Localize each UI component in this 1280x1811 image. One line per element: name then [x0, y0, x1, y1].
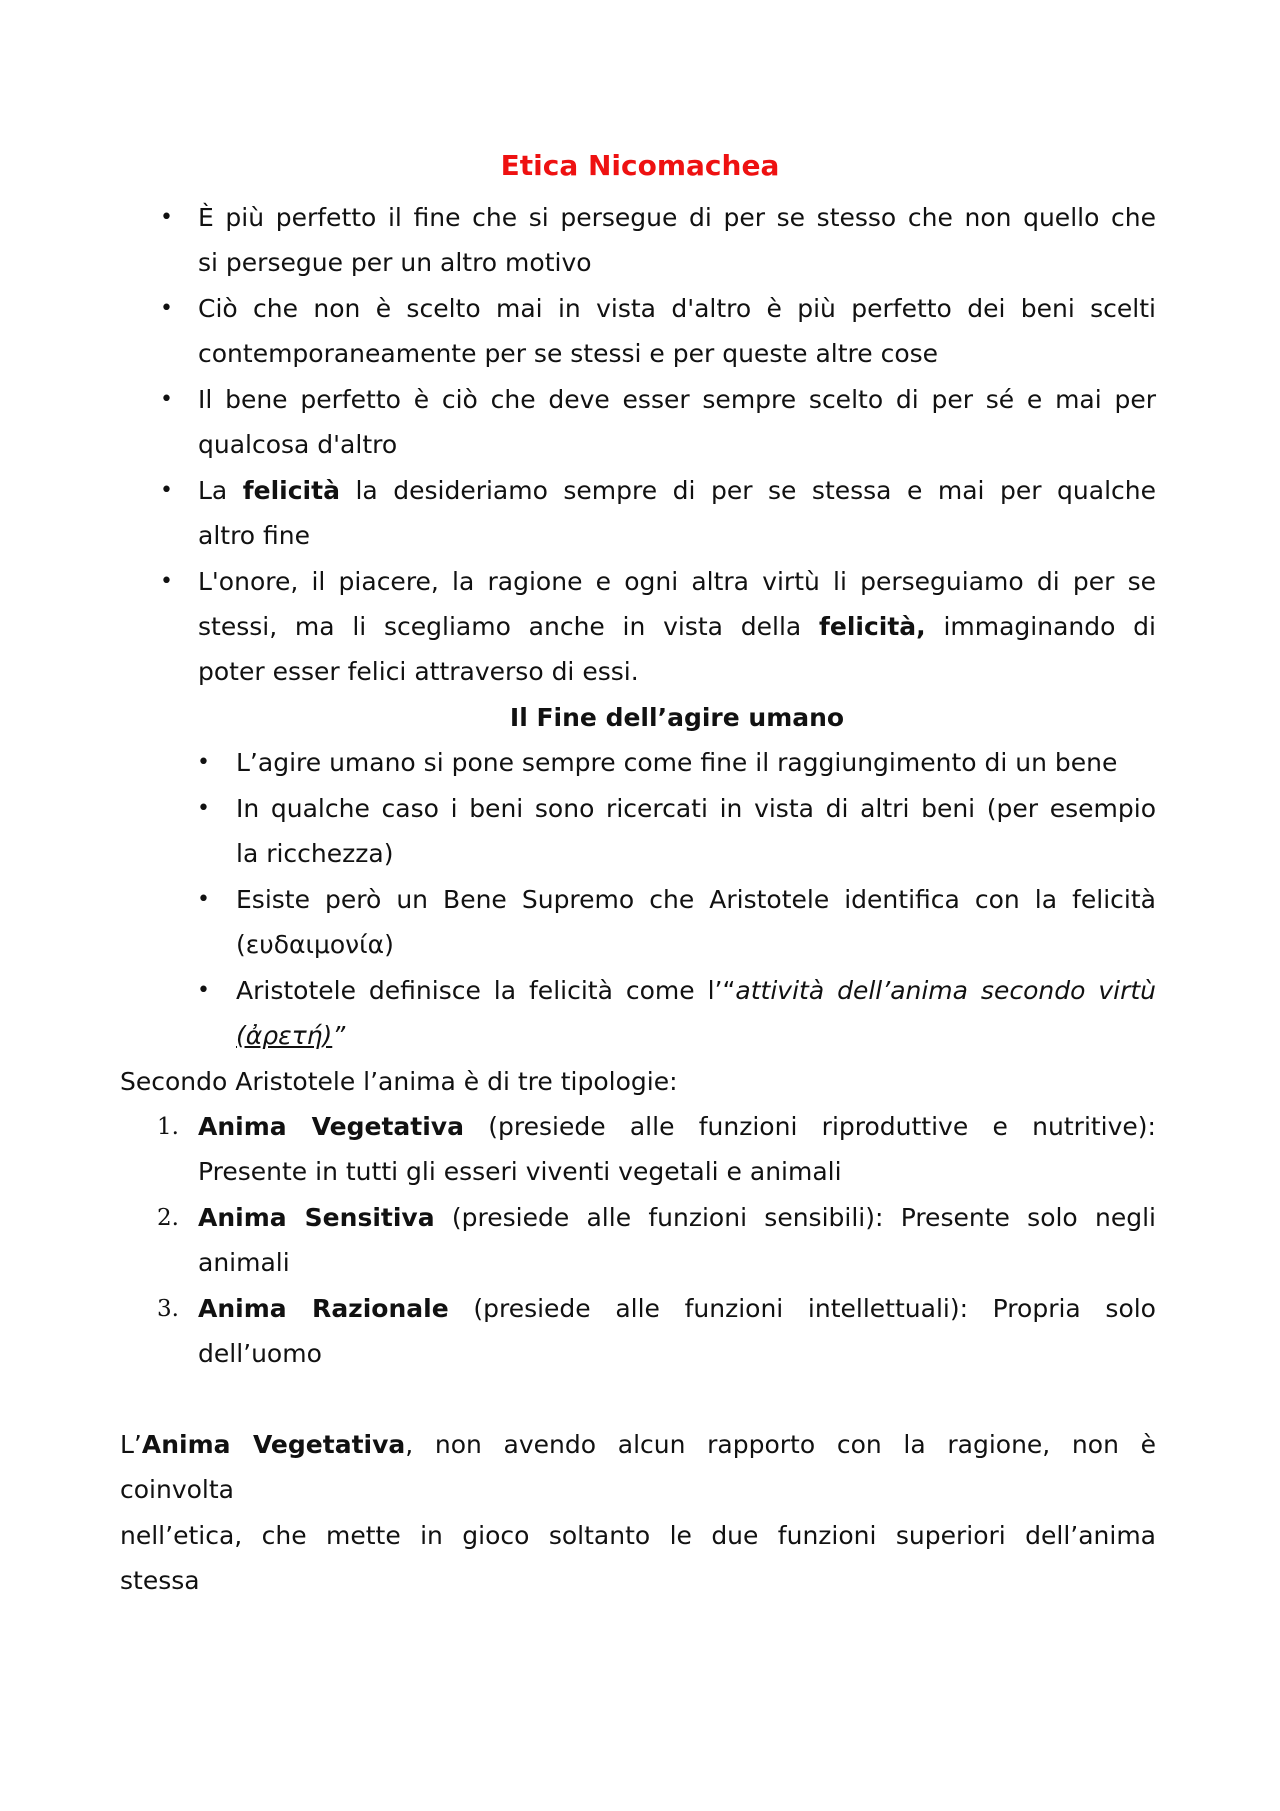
list-number: 1.: [157, 1114, 179, 1140]
list-item-line: stessi, ma li scegliamo anche in vista della felicità, immaginando di: [198, 612, 1156, 641]
bold-term: Anima Sensitiva: [198, 1203, 435, 1232]
list-item-line: Anima Razionale (presiede alle funzioni intellettuali): Propria solo: [198, 1294, 1156, 1323]
list-item-line: La felicità la desideriamo sempre di per se stessa e mai per qualche: [198, 476, 1156, 505]
bullet-icon: •: [197, 796, 210, 821]
list-item-line: Presente in tutti gli esseri viventi vegetali e animali: [198, 1157, 842, 1186]
list-item-line: (ἀρετή)”: [236, 1021, 346, 1050]
bullet-icon: •: [197, 978, 210, 1003]
bold-term: Anima Vegetativa: [141, 1430, 406, 1459]
paragraph-line: nell’etica, che mette in gioco soltanto le due funzioni superiori dell’anima: [120, 1521, 1156, 1550]
italic-quote: attività dell’anima secondo virtù: [735, 976, 1156, 1005]
bold-term: Anima Razionale: [198, 1294, 449, 1323]
bullet-icon: •: [160, 205, 173, 230]
section-subtitle: Il Fine dell’agire umano: [509, 703, 845, 732]
list-item-line: In qualche caso i beni sono ricercati in vista di altri beni (per esempio: [236, 794, 1156, 823]
list-item-line: contemporaneamente per se stessi e per queste altre cose: [198, 339, 939, 368]
bullet-icon: •: [160, 569, 173, 594]
list-item-line: Esiste però un Bene Supremo che Aristotele identifica con la felicità: [236, 885, 1156, 914]
intro-paragraph: Secondo Aristotele l’anima è di tre tipologie:: [120, 1067, 678, 1096]
list-item-line: Aristotele definisce la felicità come l’“attività dell’anima secondo virtù: [236, 976, 1156, 1005]
bold-term: felicità: [242, 476, 340, 505]
list-item-line: la ricchezza): [236, 839, 394, 868]
list-item-line: qualcosa d'altro: [198, 430, 398, 459]
page-title: Etica Nicomachea: [500, 149, 780, 182]
bold-term: felicità,: [819, 612, 926, 641]
list-number: 3.: [157, 1296, 179, 1322]
bold-term: Anima Vegetativa: [198, 1112, 464, 1141]
bullet-icon: •: [197, 887, 210, 912]
list-item-line: Il bene perfetto è ciò che deve esser sempre scelto di per sé e mai per: [198, 385, 1156, 414]
list-item-line: Anima Sensitiva (presiede alle funzioni sensibili): Presente solo negli: [198, 1203, 1157, 1232]
paragraph-line: coinvolta: [120, 1475, 234, 1504]
list-item-line: È più perfetto il fine che si persegue di per se stesso che non quello che: [198, 203, 1156, 232]
bullet-icon: •: [160, 478, 173, 503]
list-item-line: L'onore, il piacere, la ragione e ogni altra virtù li perseguiamo di per se: [198, 567, 1156, 596]
list-item-line: si persegue per un altro motivo: [198, 248, 592, 277]
list-item-line: L’agire umano si pone sempre come fine il raggiungimento di un bene: [236, 748, 1118, 777]
bullet-icon: •: [197, 750, 210, 775]
list-item-line: dell’uomo: [198, 1339, 322, 1368]
list-item-line: poter esser felici attraverso di essi.: [198, 657, 639, 686]
paragraph-line: stessa: [120, 1566, 200, 1595]
list-item-line: altro fine: [198, 521, 311, 550]
list-item-line: Ciò che non è scelto mai in vista d'altro è più perfetto dei beni scelti: [198, 294, 1156, 323]
italic-greek-term: (ἀρετή): [236, 1021, 333, 1050]
bullet-icon: •: [160, 296, 173, 321]
list-number: 2.: [157, 1205, 179, 1231]
list-item-line: Anima Vegetativa (presiede alle funzioni riproduttive e nutritive):: [198, 1112, 1156, 1141]
bullet-icon: •: [160, 387, 173, 412]
list-item-line: (ευδαιμονία): [236, 930, 394, 959]
list-item-line: animali: [198, 1248, 290, 1277]
paragraph-line: L’Anima Vegetativa, non avendo alcun rapporto con la ragione, non è: [120, 1430, 1156, 1459]
